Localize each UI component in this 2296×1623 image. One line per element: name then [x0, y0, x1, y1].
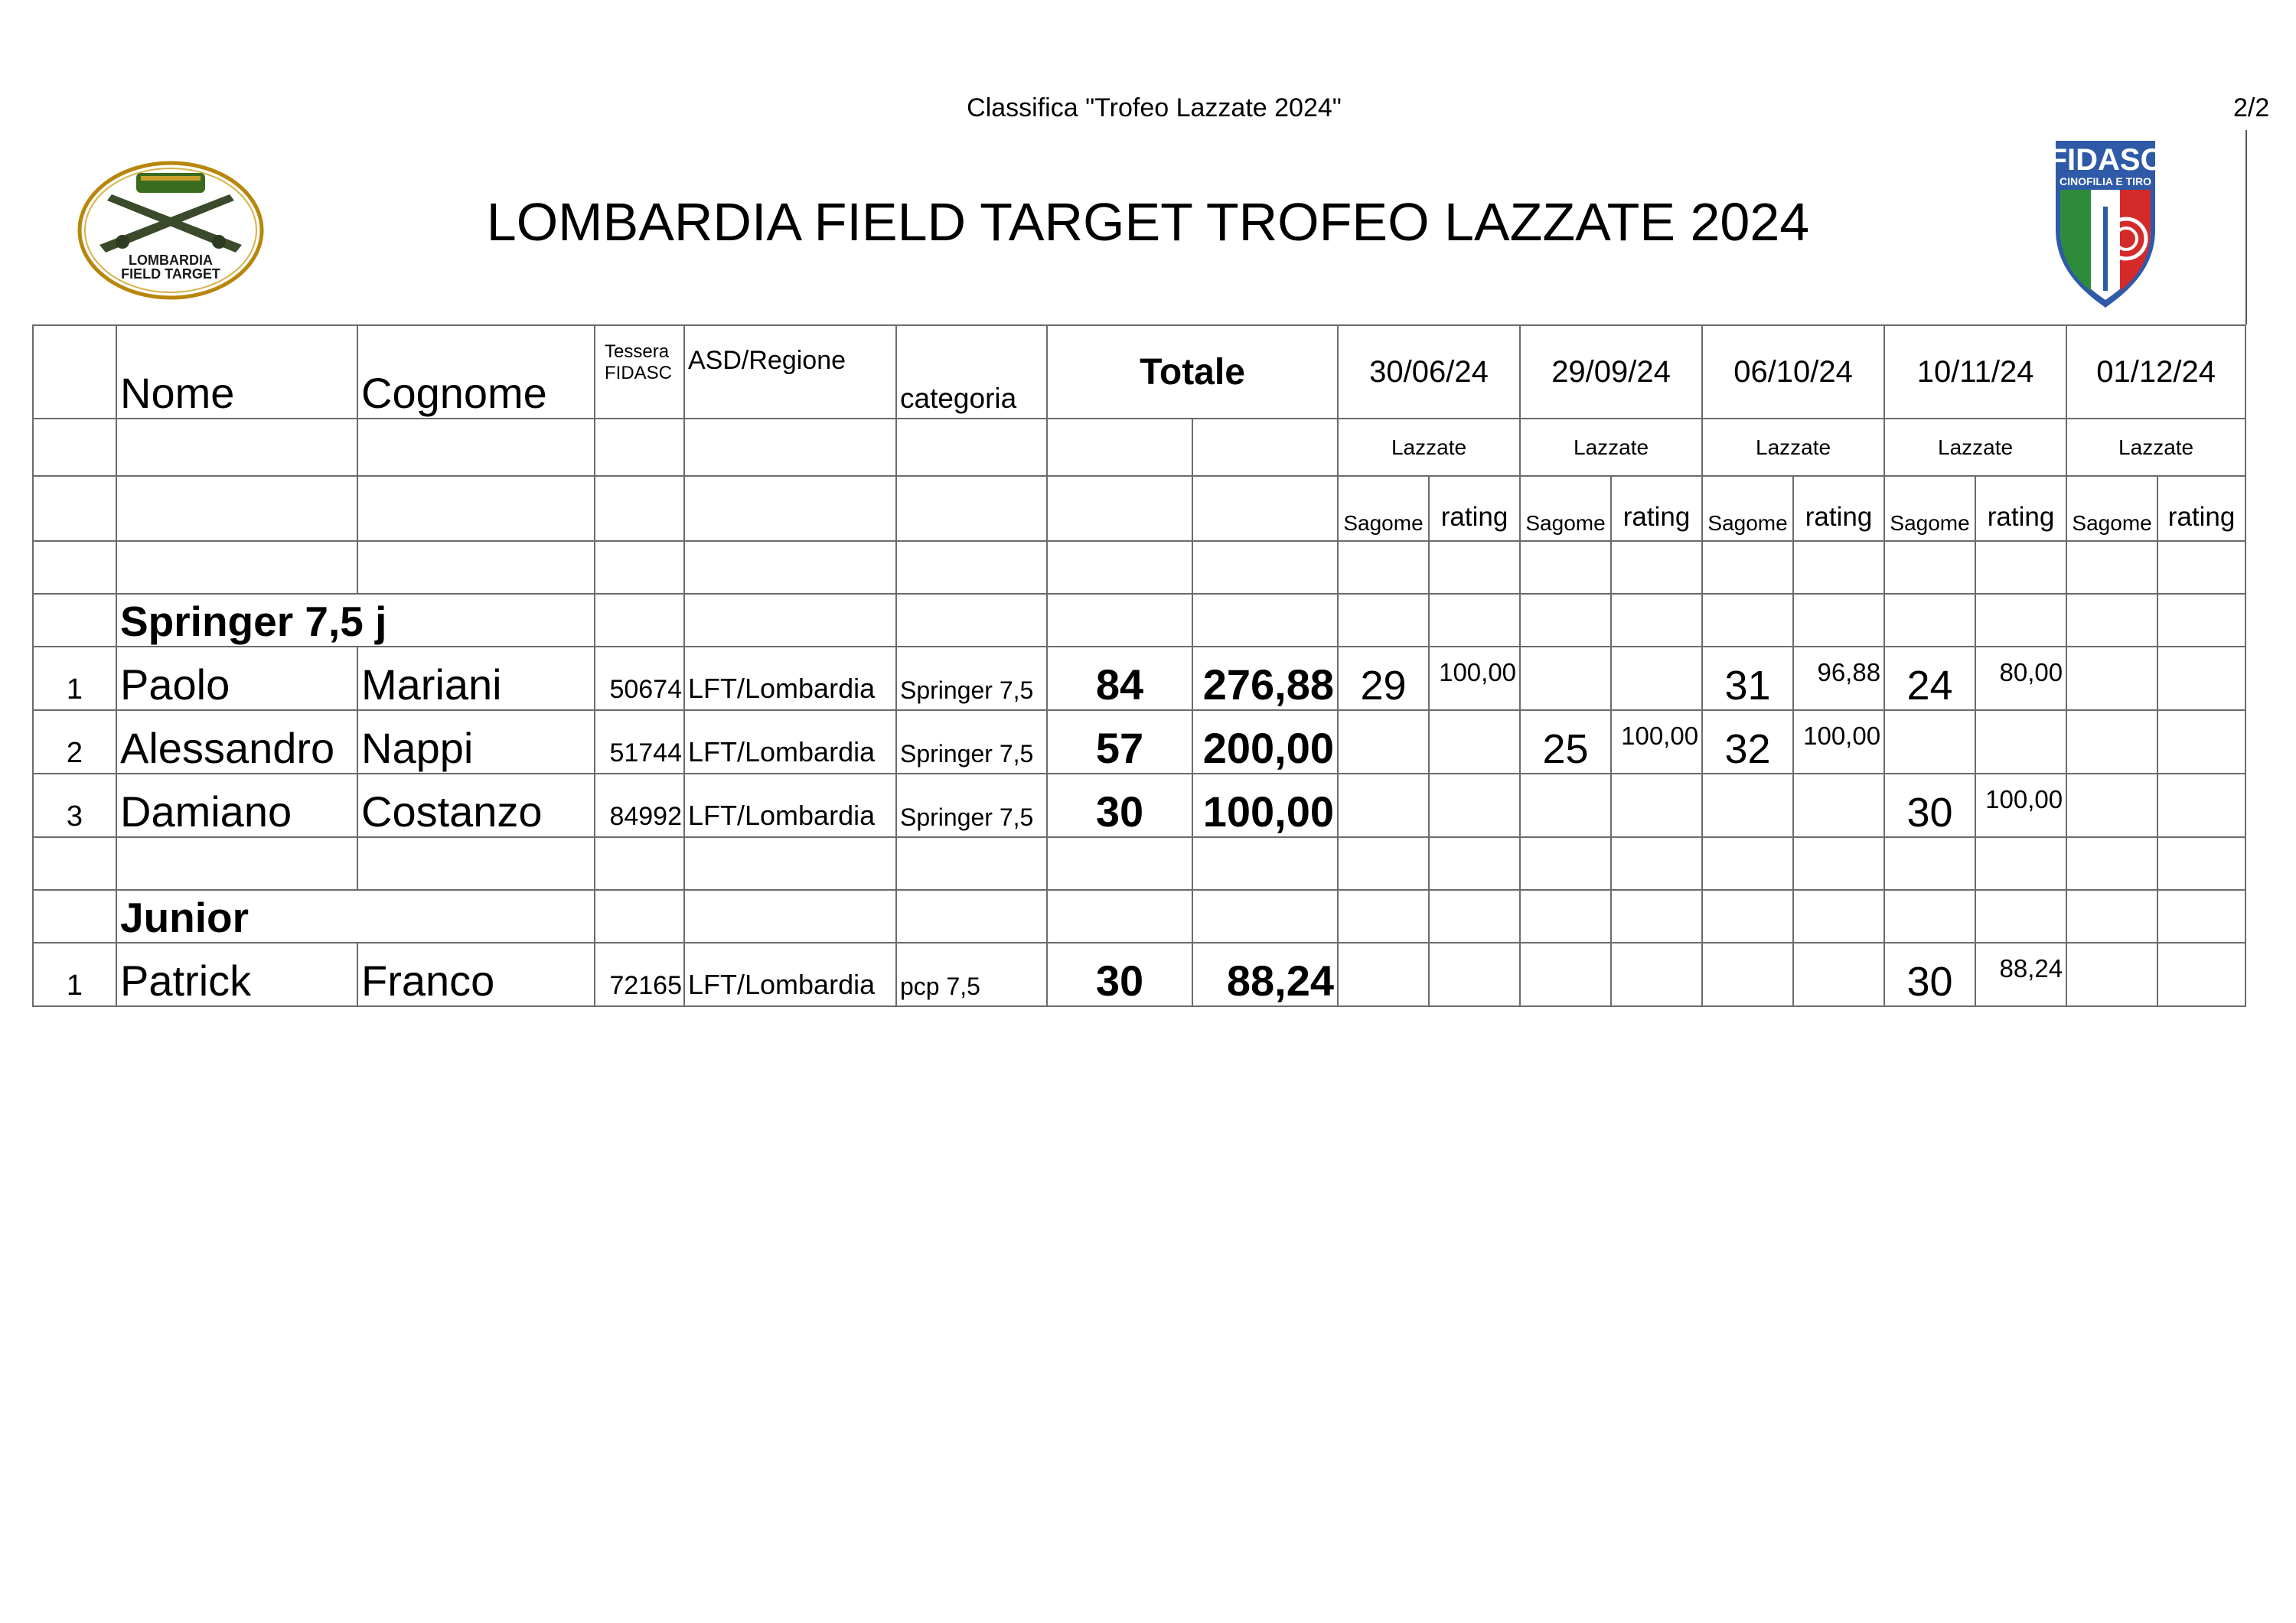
event-rating-cell: 88,24	[1975, 943, 2066, 1006]
empty-cell	[1793, 837, 1884, 890]
empty-cell	[1702, 594, 1793, 647]
empty-cell	[1047, 837, 1192, 890]
total-rating-cell: 88,24	[1192, 943, 1338, 1006]
header-rating-3: rating	[1793, 476, 1884, 541]
logo-right-text-2: CINOFILIA E TIRO	[2059, 175, 2152, 187]
empty-cell	[1192, 541, 1338, 594]
total-sagome-cell: 84	[1047, 647, 1192, 710]
empty-cell	[116, 837, 357, 890]
empty-cell	[1702, 837, 1793, 890]
total-sagome-cell: 57	[1047, 710, 1192, 774]
empty-cell	[1884, 837, 1975, 890]
empty-cell	[1611, 890, 1702, 943]
empty-cell	[1975, 890, 2066, 943]
empty-cell	[1520, 890, 1611, 943]
empty-cell	[2066, 837, 2157, 890]
empty-cell	[1047, 890, 1192, 943]
event-rating-cell	[1793, 774, 1884, 837]
event-sagome-cell	[2066, 943, 2157, 1006]
header-row-location	[33, 419, 2245, 476]
empty-cell	[896, 594, 1047, 647]
empty-cell	[1429, 594, 1520, 647]
header-sagome-3: Sagome	[1702, 476, 1793, 541]
empty-cell	[2066, 594, 2157, 647]
categoria-cell: Springer 7,5	[896, 774, 1047, 837]
empty-cell	[595, 837, 684, 890]
empty-cell	[2157, 837, 2245, 890]
empty-cell	[1793, 594, 1884, 647]
event-rating-cell	[2157, 710, 2245, 774]
empty-cell	[684, 837, 896, 890]
spacer-row	[33, 837, 2245, 890]
header-date-5: 01/12/24	[2066, 325, 2245, 419]
tessera-cell: 84992	[595, 774, 684, 837]
event-sagome-cell: 31	[1702, 647, 1793, 710]
header-asd: ASD/Regione	[684, 325, 896, 419]
tessera-cell: 51744	[595, 710, 684, 774]
event-rating-cell	[1429, 943, 1520, 1006]
header-location-2: Lazzate	[1520, 419, 1702, 476]
header-rating-1: rating	[1429, 476, 1520, 541]
empty-cell	[896, 890, 1047, 943]
header-date-1: 30/06/24	[1338, 325, 1520, 419]
empty-cell	[1429, 837, 1520, 890]
empty-cell	[1975, 594, 2066, 647]
empty-cell	[2157, 541, 2245, 594]
header-date-4: 10/11/24	[1884, 325, 2066, 419]
header-sagome-2: Sagome	[1520, 476, 1611, 541]
table-row	[33, 710, 2245, 774]
rank-cell: 2	[33, 710, 116, 774]
empty-cell	[684, 594, 896, 647]
event-sagome-cell	[1520, 774, 1611, 837]
empty-cell	[116, 541, 357, 594]
header-location-4: Lazzate	[1884, 419, 2066, 476]
empty-cell	[1975, 541, 2066, 594]
nome-cell: Patrick	[116, 943, 357, 1006]
group-row	[33, 890, 2245, 943]
group-row	[33, 594, 2245, 647]
header-date-2: 29/09/24	[1520, 325, 1702, 419]
header-sagome-4: Sagome	[1884, 476, 1975, 541]
document-header-title: Classifica "Trofeo Lazzate 2024"	[967, 93, 1342, 122]
empty-cell	[595, 594, 684, 647]
event-sagome-cell	[2066, 710, 2157, 774]
page-title: LOMBARDIA FIELD TARGET TROFEO LAZZATE 2024	[486, 192, 1810, 252]
event-rating-cell	[2157, 774, 2245, 837]
event-sagome-cell	[1884, 710, 1975, 774]
event-rating-cell	[1793, 943, 1884, 1006]
event-sagome-cell	[1338, 943, 1429, 1006]
empty-cell	[357, 837, 595, 890]
cognome-cell: Nappi	[357, 710, 595, 774]
empty-cell	[1429, 890, 1520, 943]
empty-cell	[1702, 541, 1793, 594]
empty-cell	[2157, 890, 2245, 943]
empty-cell	[2066, 890, 2157, 943]
header-tessera-line1: Tessera	[605, 341, 670, 362]
total-sagome-cell: 30	[1047, 943, 1192, 1006]
fidasc-logo	[2053, 138, 2158, 311]
empty-cell	[1520, 594, 1611, 647]
total-sagome-cell: 30	[1047, 774, 1192, 837]
empty-cell	[1611, 541, 1702, 594]
empty-cell	[1793, 541, 1884, 594]
empty-cell	[1520, 541, 1611, 594]
nome-cell: Paolo	[116, 647, 357, 710]
empty-cell	[595, 890, 684, 943]
empty-cell	[1884, 541, 1975, 594]
empty-cell	[357, 541, 595, 594]
event-rating-cell: 100,00	[1975, 774, 2066, 837]
empty-cell	[684, 541, 896, 594]
rank-cell: 3	[33, 774, 116, 837]
event-sagome-cell	[1520, 943, 1611, 1006]
empty-cell	[1520, 837, 1611, 890]
event-rating-cell	[1429, 774, 1520, 837]
empty-cell	[1611, 837, 1702, 890]
header-location-5: Lazzate	[2066, 419, 2245, 476]
event-sagome-cell	[2066, 647, 2157, 710]
empty-cell	[896, 541, 1047, 594]
event-sagome-cell	[1702, 943, 1793, 1006]
categoria-cell: Springer 7,5	[896, 647, 1047, 710]
empty-cell	[33, 541, 116, 594]
asd-cell: LFT/Lombardia	[684, 710, 896, 774]
empty-cell	[33, 594, 116, 647]
header-location-1: Lazzate	[1338, 419, 1520, 476]
tessera-cell: 72165	[595, 943, 684, 1006]
event-sagome-cell: 30	[1884, 774, 1975, 837]
table-row	[33, 774, 2245, 837]
event-rating-cell	[1611, 943, 1702, 1006]
event-rating-cell: 100,00	[1793, 710, 1884, 774]
header-sagome-5: Sagome	[2066, 476, 2157, 541]
header-row-subcolumns	[33, 476, 2245, 541]
categoria-cell: pcp 7,5	[896, 943, 1047, 1006]
event-rating-cell: 100,00	[1429, 647, 1520, 710]
event-rating-cell	[2157, 647, 2245, 710]
spacer-row	[33, 541, 2245, 594]
empty-cell	[1047, 541, 1192, 594]
event-sagome-cell: 29	[1338, 647, 1429, 710]
header-categoria: categoria	[896, 325, 1047, 419]
cognome-cell: Franco	[357, 943, 595, 1006]
event-rating-cell	[1611, 774, 1702, 837]
header-date-3: 06/10/24	[1702, 325, 1884, 419]
empty-cell	[1611, 594, 1702, 647]
nome-cell: Alessandro	[116, 710, 357, 774]
empty-cell	[1047, 594, 1192, 647]
total-rating-cell: 276,88	[1192, 647, 1338, 710]
empty-cell	[1338, 594, 1429, 647]
event-sagome-cell	[1338, 710, 1429, 774]
event-rating-cell	[2157, 943, 2245, 1006]
event-sagome-cell: 25	[1520, 710, 1611, 774]
rank-cell: 1	[33, 943, 116, 1006]
empty-cell	[1884, 594, 1975, 647]
asd-cell: LFT/Lombardia	[684, 647, 896, 710]
event-rating-cell	[1975, 710, 2066, 774]
event-sagome-cell: 32	[1702, 710, 1793, 774]
cognome-cell: Costanzo	[357, 774, 595, 837]
logo-left-text-1: LOMBARDIA	[129, 253, 213, 268]
asd-cell: LFT/Lombardia	[684, 943, 896, 1006]
header-rating-2: rating	[1611, 476, 1702, 541]
event-rating-cell: 96,88	[1793, 647, 1884, 710]
group-name: Junior	[116, 890, 595, 943]
empty-cell	[33, 837, 116, 890]
header-row-main	[33, 325, 2245, 419]
empty-cell	[1192, 890, 1338, 943]
table-row	[33, 943, 2245, 1006]
empty-cell	[2157, 594, 2245, 647]
header-cognome: Cognome	[357, 325, 595, 419]
logo-right-text-1: FIDASC	[2053, 143, 2158, 177]
empty-cell	[1793, 890, 1884, 943]
event-sagome-cell	[1520, 647, 1611, 710]
categoria-cell: Springer 7,5	[896, 710, 1047, 774]
results-table	[32, 324, 2246, 1007]
event-rating-cell	[1429, 710, 1520, 774]
empty-cell	[1338, 890, 1429, 943]
event-sagome-cell	[2066, 774, 2157, 837]
event-sagome-cell: 24	[1884, 647, 1975, 710]
empty-cell	[1338, 837, 1429, 890]
table-row	[33, 647, 2245, 710]
event-sagome-cell: 30	[1884, 943, 1975, 1006]
event-sagome-cell	[1702, 774, 1793, 837]
empty-cell	[684, 890, 896, 943]
tessera-cell: 50674	[595, 647, 684, 710]
empty-cell	[595, 541, 684, 594]
empty-cell	[2066, 541, 2157, 594]
header-location-3: Lazzate	[1702, 419, 1884, 476]
event-rating-cell: 100,00	[1611, 710, 1702, 774]
asd-cell: LFT/Lombardia	[684, 774, 896, 837]
header-rating-4: rating	[1975, 476, 2066, 541]
header-totale: Totale	[1047, 325, 1338, 419]
empty-cell	[1975, 837, 2066, 890]
header-nome: Nome	[116, 325, 357, 419]
empty-cell	[1884, 890, 1975, 943]
group-name: Springer 7,5 j	[116, 594, 595, 647]
rank-cell: 1	[33, 647, 116, 710]
event-rating-cell: 80,00	[1975, 647, 2066, 710]
empty-cell	[1192, 594, 1338, 647]
event-rating-cell	[1611, 647, 1702, 710]
empty-cell	[896, 837, 1047, 890]
header-rating-5: rating	[2157, 476, 2245, 541]
empty-cell	[1338, 541, 1429, 594]
empty-cell	[33, 890, 116, 943]
total-rating-cell: 100,00	[1192, 774, 1338, 837]
empty-cell	[1192, 837, 1338, 890]
total-rating-cell: 200,00	[1192, 710, 1338, 774]
header-sagome-1: Sagome	[1338, 476, 1429, 541]
header-tessera	[595, 325, 684, 419]
empty-cell	[1702, 890, 1793, 943]
cognome-cell: Mariani	[357, 647, 595, 710]
logo-left-text-2: FIELD TARGET	[121, 266, 220, 282]
nome-cell: Damiano	[116, 774, 357, 837]
empty-cell	[1429, 541, 1520, 594]
header-rank-cell	[33, 325, 116, 419]
header-tessera-line2: FIDASC	[605, 363, 673, 383]
event-sagome-cell	[1338, 774, 1429, 837]
page-number: 2/2	[2233, 93, 2270, 122]
